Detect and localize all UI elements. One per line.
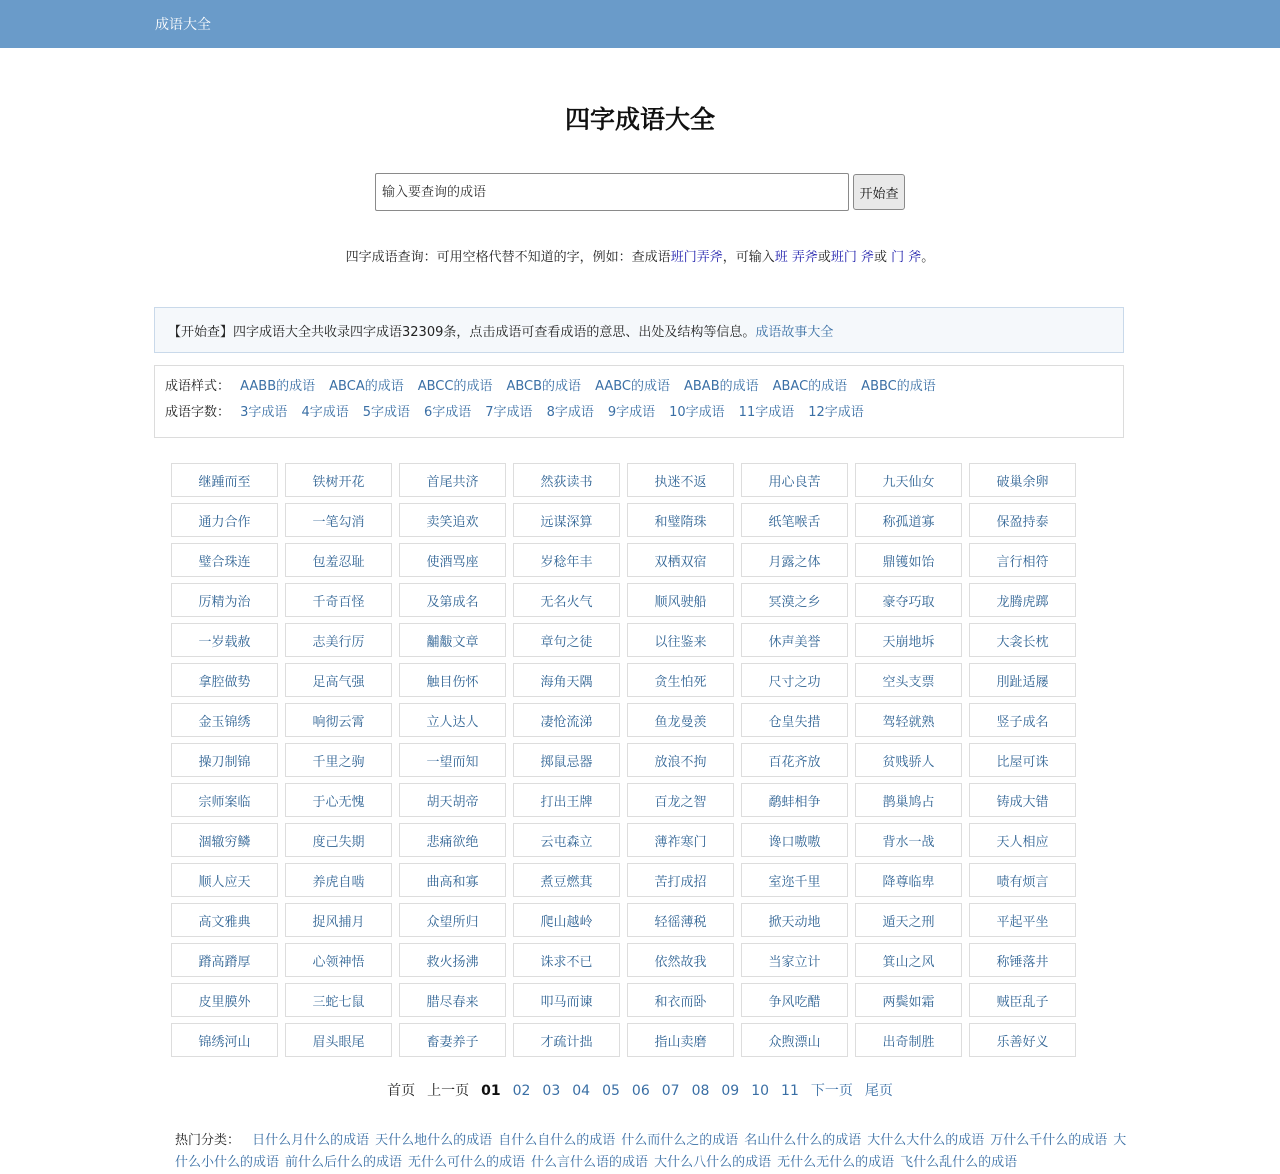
idiom-link[interactable]: 言行相符 [969, 543, 1076, 577]
idiom-link[interactable]: 岁稔年丰 [513, 543, 620, 577]
idiom-link[interactable]: 捉风捕月 [285, 903, 392, 937]
idiom-link[interactable]: 叩马而谏 [513, 983, 620, 1017]
idiom-link[interactable]: 曲高和寡 [399, 863, 506, 897]
count-filter-label: 成语字数： [165, 405, 231, 420]
idiom-link[interactable]: 鹬蚌相争 [741, 783, 848, 817]
idiom-link[interactable]: 用心良苦 [741, 463, 848, 497]
idiom-link[interactable]: 百龙之智 [627, 783, 734, 817]
idiom-link[interactable]: 鼎镬如饴 [855, 543, 962, 577]
idiom-link[interactable]: 贫贱骄人 [855, 743, 962, 777]
idiom-link[interactable]: 锦绣河山 [171, 1023, 278, 1057]
idiom-link[interactable]: 仓皇失措 [741, 703, 848, 737]
idiom-link[interactable]: 蹐高蹐厚 [171, 943, 278, 977]
idiom-link[interactable]: 一望而知 [399, 743, 506, 777]
prev-page-link[interactable]: 上一页 [427, 1083, 470, 1099]
idiom-link[interactable]: 眉头眼尾 [285, 1023, 392, 1057]
idiom-link[interactable]: 云屯森立 [513, 823, 620, 857]
style-filter-label: 成语样式： [165, 379, 231, 394]
idiom-link[interactable]: 轻徭薄税 [627, 903, 734, 937]
page-number-link[interactable]: 09 [721, 1083, 740, 1099]
idiom-link[interactable]: 鹊巢鸠占 [855, 783, 962, 817]
pagination [0, 1080, 1280, 1100]
hot-category-link[interactable]: 日什么月什么的成语 [252, 1133, 370, 1148]
idiom-link[interactable]: 足高气强 [285, 663, 392, 697]
idiom-link[interactable]: 千里之驹 [285, 743, 392, 777]
hot-categories [175, 1130, 1135, 1174]
idiom-link[interactable]: 降尊临卑 [855, 863, 962, 897]
search-button[interactable]: 开始查 [853, 174, 905, 210]
idiom-link[interactable]: 立人达人 [399, 703, 506, 737]
idiom-link[interactable]: 九天仙女 [855, 463, 962, 497]
idiom-link[interactable]: 养虎自啮 [285, 863, 392, 897]
idiom-link[interactable]: 掷鼠忌器 [513, 743, 620, 777]
count-filter-link[interactable]: 3字成语 [240, 405, 288, 420]
idiom-link[interactable]: 腊尽春来 [399, 983, 506, 1017]
count-filter-link[interactable]: 5字成语 [362, 405, 410, 420]
idiom-link[interactable]: 和璧隋珠 [627, 503, 734, 537]
idiom-link[interactable]: 冥漠之乡 [741, 583, 848, 617]
idiom-link[interactable]: 众望所归 [399, 903, 506, 937]
idiom-link[interactable]: 出奇制胜 [855, 1023, 962, 1057]
idiom-link[interactable]: 啧有烦言 [969, 863, 1076, 897]
idiom-link[interactable]: 当家立计 [741, 943, 848, 977]
last-page-link[interactable]: 尾页 [864, 1083, 893, 1099]
hot-category-link[interactable]: 无什么无什么的成语 [777, 1155, 895, 1170]
tip-prefix: 四字成语查询：可用空格代替不知道的字，例如：查成语 [345, 250, 671, 265]
idiom-link[interactable]: 继踵而至 [171, 463, 278, 497]
idiom-link[interactable]: 空头支票 [855, 663, 962, 697]
style-filter-link[interactable]: ABAC的成语 [772, 379, 848, 394]
idiom-link[interactable]: 豪夺巧取 [855, 583, 962, 617]
idiom-link[interactable]: 一岁载赦 [171, 623, 278, 657]
idiom-link[interactable]: 众煦漂山 [741, 1023, 848, 1057]
idiom-link[interactable]: 两鬓如霜 [855, 983, 962, 1017]
idiom-link[interactable]: 顺风驶船 [627, 583, 734, 617]
idiom-link[interactable]: 凄怆流涕 [513, 703, 620, 737]
idiom-link[interactable]: 涸辙穷鳞 [171, 823, 278, 857]
idiom-link[interactable]: 黼黻文章 [399, 623, 506, 657]
count-filter-link[interactable]: 10字成语 [669, 405, 725, 420]
idiom-link[interactable]: 然荻读书 [513, 463, 620, 497]
top-nav-bar [0, 0, 1280, 48]
idiom-link[interactable]: 皮里膜外 [171, 983, 278, 1017]
page-title: 四字成语大全 [564, 105, 715, 134]
idiom-grid [171, 463, 1083, 1057]
style-filter-link[interactable]: ABCC的成语 [417, 379, 493, 394]
idiom-link[interactable]: 诛求不已 [513, 943, 620, 977]
idiom-link[interactable]: 尺寸之功 [741, 663, 848, 697]
idiom-link[interactable]: 竖子成名 [969, 703, 1076, 737]
hot-category-link[interactable]: 名山什么什么的成语 [744, 1133, 862, 1148]
page-number-link[interactable]: 07 [661, 1083, 680, 1099]
idiom-link[interactable]: 龙腾虎踯 [969, 583, 1076, 617]
idiom-link[interactable]: 才疏计拙 [513, 1023, 620, 1057]
idiom-link[interactable]: 依然故我 [627, 943, 734, 977]
idiom-link[interactable]: 救火扬沸 [399, 943, 506, 977]
idiom-link[interactable]: 拿腔做势 [171, 663, 278, 697]
filter-panel [154, 365, 1124, 438]
style-filter-link[interactable]: ABAB的成语 [683, 379, 759, 394]
idiom-link[interactable]: 月露之体 [741, 543, 848, 577]
idiom-link[interactable]: 鱼龙曼羡 [627, 703, 734, 737]
brand-link[interactable]: 成语大全 [155, 17, 211, 33]
page-number-link[interactable]: 10 [751, 1083, 770, 1099]
page-number-link[interactable]: 05 [602, 1083, 620, 1099]
idiom-link[interactable]: 以往鉴来 [627, 623, 734, 657]
idiom-link[interactable]: 天崩地坼 [855, 623, 962, 657]
idiom-link[interactable]: 贼臣乱子 [969, 983, 1076, 1017]
idiom-link[interactable]: 远谋深算 [513, 503, 620, 537]
idiom-link[interactable]: 煮豆燃萁 [513, 863, 620, 897]
count-filter-link[interactable]: 11字成语 [738, 405, 795, 420]
page-number-link[interactable]: 08 [691, 1083, 710, 1099]
idiom-link[interactable]: 一笔勾消 [285, 503, 392, 537]
idiom-link[interactable]: 通力合作 [171, 503, 278, 537]
idiom-link[interactable]: 厉精为治 [171, 583, 278, 617]
idiom-link[interactable]: 刖趾适屦 [969, 663, 1076, 697]
tip-example-link[interactable]: 班 弄斧 [774, 250, 818, 265]
tip-or: 或 [817, 250, 831, 265]
tip-example-link[interactable]: 班门 斧 [830, 250, 875, 265]
idiom-link[interactable]: 包羞忍耻 [285, 543, 392, 577]
hot-category-link[interactable]: 什么言什么语的成语 [531, 1155, 649, 1170]
idiom-link[interactable]: 度己失期 [285, 823, 392, 857]
idiom-link[interactable]: 天人相应 [969, 823, 1076, 857]
idiom-link[interactable]: 志美行厉 [285, 623, 392, 657]
search-bar [375, 173, 905, 211]
idiom-link[interactable]: 操刀制锦 [171, 743, 278, 777]
idiom-link[interactable]: 驾轻就熟 [855, 703, 962, 737]
next-page-link[interactable]: 下一页 [810, 1083, 853, 1099]
idiom-link[interactable]: 比屋可诛 [969, 743, 1076, 777]
idiom-link[interactable]: 称孤道寡 [855, 503, 962, 537]
idiom-link[interactable]: 薄祚寒门 [627, 823, 734, 857]
idiom-link[interactable]: 称锤落井 [969, 943, 1076, 977]
search-tip [0, 246, 1280, 265]
idiom-link[interactable]: 和衣而卧 [627, 983, 734, 1017]
count-filter-row [165, 400, 1123, 426]
style-filter-link[interactable]: ABCA的成语 [329, 379, 404, 394]
style-filter-link[interactable]: AABC的成语 [595, 379, 670, 394]
hot-category-link[interactable]: 大什么八什么的成语 [654, 1155, 772, 1170]
idiom-link[interactable]: 悲痛欲绝 [399, 823, 506, 857]
idiom-link[interactable]: 铸成大错 [969, 783, 1076, 817]
idiom-link[interactable]: 千奇百怪 [285, 583, 392, 617]
idiom-link[interactable]: 首尾共济 [399, 463, 506, 497]
idiom-link[interactable]: 百花齐放 [741, 743, 848, 777]
idiom-link[interactable]: 触目伤怀 [399, 663, 506, 697]
page-number-link[interactable]: 06 [631, 1083, 650, 1099]
tip-or: 或 [874, 250, 888, 265]
count-filter-link[interactable]: 8字成语 [546, 405, 594, 420]
tip-example-link[interactable]: 门 斧 [887, 250, 922, 265]
idiom-link[interactable]: 休声美誉 [741, 623, 848, 657]
info-notice [154, 307, 1124, 353]
notice-text: 【开始查】四字成语大全共收录四字成语32309条，点击成语可查看成语的意思、出处及结构等信息。 [168, 324, 756, 340]
hot-category-link[interactable]: 前什么后什么的成语 [285, 1155, 403, 1170]
idiom-link[interactable]: 高文雅典 [171, 903, 278, 937]
idiom-link[interactable]: 掀天动地 [741, 903, 848, 937]
hot-category-link[interactable]: 天什么地什么的成语 [375, 1133, 493, 1148]
idiom-link[interactable]: 爬山越岭 [513, 903, 620, 937]
idiom-link[interactable]: 执迷不返 [627, 463, 734, 497]
idiom-link[interactable]: 破巢余卵 [969, 463, 1076, 497]
tip-end: 。 [921, 250, 935, 265]
idiom-link[interactable]: 箕山之风 [855, 943, 962, 977]
idiom-link[interactable]: 顺人应天 [171, 863, 278, 897]
idiom-link[interactable]: 海角天隅 [513, 663, 620, 697]
page-number-link[interactable]: 02 [512, 1083, 531, 1099]
idiom-link[interactable]: 谗口嗷嗷 [741, 823, 848, 857]
hot-category-link[interactable]: 什么而什么之的成语 [621, 1133, 739, 1148]
idiom-link[interactable]: 三蛇七鼠 [285, 983, 392, 1017]
idiom-link[interactable]: 响彻云霄 [285, 703, 392, 737]
hot-categories-label: 热门分类： [175, 1133, 241, 1148]
idiom-link[interactable]: 于心无愧 [285, 783, 392, 817]
idiom-link[interactable]: 平起平坐 [969, 903, 1076, 937]
count-filter-link[interactable]: 4字成语 [301, 405, 349, 420]
page-number-link[interactable]: 11 [781, 1083, 799, 1099]
idiom-link[interactable]: 璧合珠连 [171, 543, 278, 577]
idiom-link[interactable]: 畜妻养子 [399, 1023, 506, 1057]
style-filter-link[interactable]: ABCB的成语 [506, 379, 582, 394]
page-number-link[interactable]: 03 [542, 1083, 561, 1099]
idiom-story-link[interactable]: 成语故事大全 [755, 324, 834, 340]
hot-category-link[interactable]: 大什么小什么的成语 [175, 1133, 1127, 1170]
style-filter-row [165, 374, 1123, 400]
idiom-link[interactable]: 乐善好义 [969, 1023, 1076, 1057]
idiom-link[interactable]: 使酒骂座 [399, 543, 506, 577]
idiom-link[interactable]: 铁树开花 [285, 463, 392, 497]
first-page-link[interactable]: 首页 [387, 1083, 416, 1099]
idiom-link[interactable]: 争风吃醋 [741, 983, 848, 1017]
idiom-link[interactable]: 双栖双宿 [627, 543, 734, 577]
idiom-link[interactable]: 胡天胡帝 [399, 783, 506, 817]
idiom-link[interactable]: 宗师案临 [171, 783, 278, 817]
idiom-link[interactable]: 心领神悟 [285, 943, 392, 977]
idiom-link[interactable]: 贪生怕死 [627, 663, 734, 697]
idiom-link[interactable]: 卖笑追欢 [399, 503, 506, 537]
style-filter-link[interactable]: ABBC的成语 [861, 379, 936, 394]
idiom-link[interactable]: 打出王牌 [513, 783, 620, 817]
hot-category-link[interactable]: 自什么自什么的成语 [498, 1133, 616, 1148]
hot-category-link[interactable]: 飞什么乱什么的成语 [900, 1155, 1018, 1170]
style-filter-link[interactable]: AABB的成语 [240, 379, 316, 394]
idiom-link[interactable]: 纸笔喉舌 [741, 503, 848, 537]
hot-category-link[interactable]: 无什么可什么的成语 [408, 1155, 526, 1170]
idiom-link[interactable]: 指山卖磨 [627, 1023, 734, 1057]
count-filter-link[interactable]: 7字成语 [485, 405, 533, 420]
tip-mid: ，可输入 [722, 250, 775, 265]
idiom-link[interactable]: 章句之徒 [513, 623, 620, 657]
count-filter-link[interactable]: 9字成语 [607, 405, 656, 420]
idiom-link[interactable]: 及第成名 [399, 583, 506, 617]
idiom-link[interactable]: 背水一战 [855, 823, 962, 857]
idiom-link[interactable]: 无名火气 [513, 583, 620, 617]
idiom-link[interactable]: 放浪不拘 [627, 743, 734, 777]
tip-example-link[interactable]: 班门弄斧 [670, 250, 723, 265]
idiom-link[interactable]: 保盈持泰 [969, 503, 1076, 537]
idiom-link[interactable]: 遁天之刑 [855, 903, 962, 937]
page-number-link[interactable]: 01 [481, 1083, 501, 1099]
count-filter-link[interactable]: 12字成语 [808, 405, 864, 420]
idiom-link[interactable]: 苦打成招 [627, 863, 734, 897]
count-filter-link[interactable]: 6字成语 [424, 405, 472, 420]
hot-category-link[interactable]: 万什么千什么的成语 [990, 1133, 1108, 1148]
search-input[interactable] [375, 173, 849, 211]
hot-category-link[interactable]: 大什么大什么的成语 [867, 1133, 985, 1148]
page-number-link[interactable]: 04 [572, 1083, 591, 1099]
idiom-link[interactable]: 金玉锦绣 [171, 703, 278, 737]
idiom-link[interactable]: 室迩千里 [741, 863, 848, 897]
idiom-link[interactable]: 大衾长枕 [969, 623, 1076, 657]
